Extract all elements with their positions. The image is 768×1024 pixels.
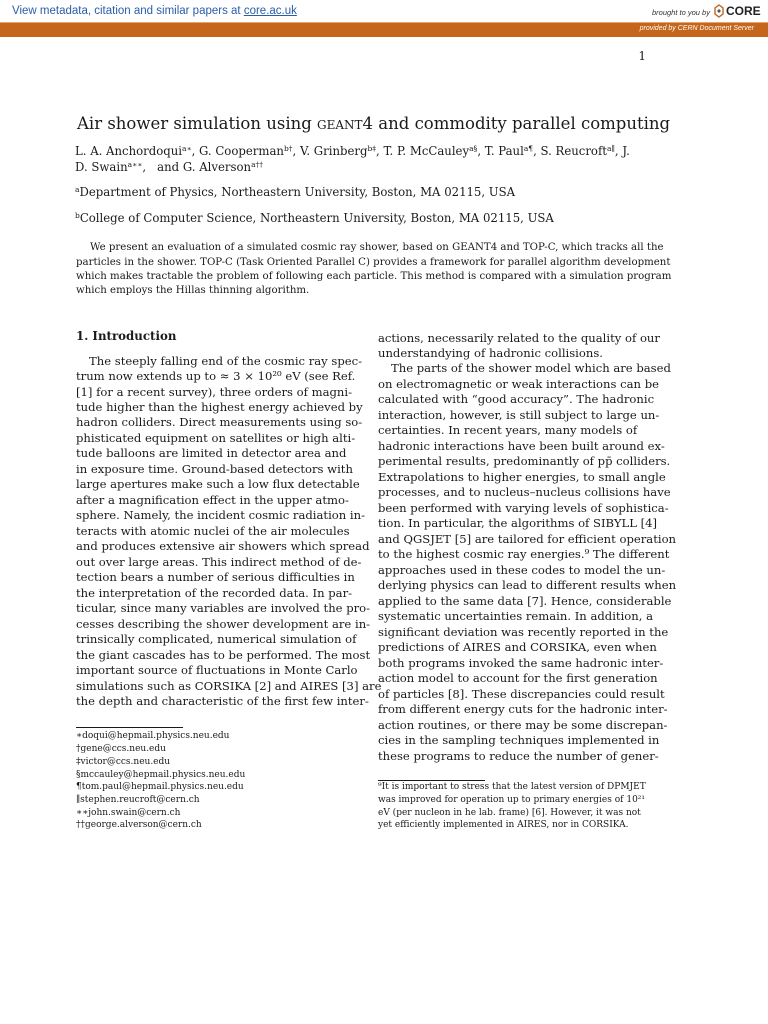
core-banner bbox=[0, 0, 768, 37]
body-line: the giant cascades has to be performed. The most bbox=[76, 648, 371, 662]
author-mark: a∗∗ bbox=[127, 160, 143, 169]
footnote-email: ¶tom.paul@hepmail.physics.neu.edu bbox=[76, 782, 244, 792]
body-line: tude balloons are limited in detector area and bbox=[76, 446, 347, 460]
brought-to-you-by-text: brought to you by bbox=[652, 8, 710, 17]
footnote-line: was improved for operation up to primary energies of 10²¹ bbox=[378, 795, 646, 805]
body-line: significant deviation was recently reported in the bbox=[378, 625, 669, 639]
body-line: cies in the sampling techniques implemented in bbox=[378, 733, 660, 747]
author-sep: , J. bbox=[614, 144, 630, 158]
body-line: hadron colliders. Direct measurements using so- bbox=[76, 415, 363, 429]
paper-title bbox=[77, 114, 670, 133]
body-line: the interpretation of the recorded data. In par- bbox=[76, 586, 353, 600]
author-sep: , and bbox=[142, 160, 183, 174]
author-list-line-2 bbox=[75, 160, 263, 174]
author-sep: , bbox=[533, 144, 541, 158]
body-line: interaction, however, is still subject to large un- bbox=[378, 408, 660, 422]
body-line: processes, and to nucleus–nucleus collisions have bbox=[378, 485, 671, 499]
body-line: the depth and characteristic of the first few inter- bbox=[76, 694, 369, 708]
abstract-line: which employs the Hillas thinning algorithm. bbox=[76, 285, 310, 296]
author-name: S. Reucroft bbox=[540, 144, 607, 158]
core-metadata-link[interactable] bbox=[12, 5, 297, 17]
footnote-line: yet efficiently implemented in AIRES, nor in CORSIKA. bbox=[378, 820, 629, 830]
author-sep: , bbox=[292, 144, 300, 158]
author-sep: , bbox=[376, 144, 384, 158]
affiliation-text: College of Computer Science, Northeastern University, Boston, MA 02115, USA bbox=[79, 211, 554, 225]
footnote-email: †gene@ccs.neu.edu bbox=[76, 744, 166, 754]
author-name: D. Swain bbox=[75, 160, 128, 174]
body-line: and QGSJET [5] are tailored for efficient operation bbox=[378, 532, 677, 546]
author-mark: a∥ bbox=[606, 144, 615, 153]
core-logo-word[interactable]: CORE bbox=[726, 4, 761, 18]
author-name: L. A. Anchordoqui bbox=[75, 144, 182, 158]
body-line: important source of fluctuations in Monte Carlo bbox=[76, 663, 358, 677]
footnote-rule bbox=[378, 780, 485, 781]
author-mark: b‡ bbox=[367, 144, 376, 153]
affiliation-b bbox=[75, 211, 554, 225]
affiliation-a bbox=[75, 185, 515, 199]
body-line: applied to the same data [7]. Hence, considerable bbox=[378, 594, 672, 608]
body-line: systematic uncertainties remain. In addition, a bbox=[378, 609, 654, 623]
body-line: phisticated equipment on satellites or high alti- bbox=[76, 431, 356, 445]
abstract-line: particles in the shower. TOP-C (Task Oriented Parallel C) provides a framework for parallel algorithm development bbox=[76, 257, 671, 268]
footnote-line: eV (per nucleon in he lab. frame) [6]. However, it was not bbox=[378, 808, 641, 818]
author-list-line-1 bbox=[75, 144, 630, 158]
body-line: action routines, or there may be some discrepan- bbox=[378, 718, 668, 732]
body-line: tection bears a number of serious difficulties in bbox=[76, 570, 355, 584]
footnote-email: ∥stephen.reucroft@cern.ch bbox=[76, 795, 200, 805]
body-line: out over large areas. This indirect method of de- bbox=[76, 555, 362, 569]
affiliation-mark: b bbox=[75, 211, 80, 220]
body-line: actions, necessarily related to the quality of our bbox=[378, 331, 660, 345]
body-line: cesses describing the shower development are in- bbox=[76, 617, 371, 631]
body-line: [1] for a recent survey), three orders of magni- bbox=[76, 385, 353, 399]
footnote-email: ∗∗john.swain@cern.ch bbox=[76, 808, 181, 818]
body-line: these programs to reduce the number of gener- bbox=[378, 749, 659, 763]
author-sep: , bbox=[477, 144, 485, 158]
footnote-email: ∗doqui@hepmail.physics.neu.edu bbox=[76, 731, 230, 741]
body-line: understandying of hadronic collisions. bbox=[378, 346, 603, 360]
core-logo-icon[interactable] bbox=[712, 4, 726, 19]
body-line: The steeply falling end of the cosmic ray spec- bbox=[89, 354, 363, 368]
body-line: tion. In particular, the algorithms of SIBYLL [4] bbox=[378, 516, 658, 530]
footnote-email: §mccauley@hepmail.physics.neu.edu bbox=[76, 770, 246, 780]
author-name: V. Grinberg bbox=[299, 144, 368, 158]
body-line: trinsically complicated, numerical simulation of bbox=[76, 632, 357, 646]
affiliation-text: Department of Physics, Northeastern University, Boston, MA 02115, USA bbox=[79, 185, 516, 199]
section-heading: 1. Introduction bbox=[76, 329, 177, 343]
author-mark: a†† bbox=[251, 160, 264, 169]
body-line: Extrapolations to higher energies, to small angle bbox=[378, 470, 666, 484]
core-link-url[interactable]: core.ac.uk bbox=[243, 5, 297, 17]
body-line: both programs invoked the same hadronic inter- bbox=[378, 656, 664, 670]
body-line: trum now extends up to ≈ 3 × 10²⁰ eV (see Ref. bbox=[76, 369, 356, 383]
body-line: to the highest cosmic ray energies.⁹ The different bbox=[378, 547, 670, 561]
author-name: G. Alverson bbox=[182, 160, 252, 174]
body-line: large apertures make such a low flux detectable bbox=[76, 477, 360, 491]
body-line: of particles [8]. These discrepancies could result bbox=[378, 687, 665, 701]
body-line: and produces extensive air showers which spread bbox=[76, 539, 370, 553]
footnote-rule bbox=[76, 727, 183, 728]
author-mark: b† bbox=[283, 144, 293, 153]
body-line: certainties. In recent years, many models of bbox=[378, 423, 638, 437]
body-line: in exposure time. Ground-based detectors with bbox=[76, 462, 353, 476]
footnote-email: ‡victor@ccs.neu.edu bbox=[76, 757, 171, 767]
body-line: calculated with “good accuracy”. The hadronic bbox=[378, 392, 655, 406]
author-name: T. P. McCauley bbox=[383, 144, 470, 158]
author-sep: , bbox=[191, 144, 200, 158]
title-prefix: Air shower simulation using bbox=[77, 114, 318, 133]
body-line: hadronic interactions have been built around ex- bbox=[378, 439, 665, 453]
body-line: approaches used in these codes to model the un- bbox=[378, 563, 666, 577]
body-line: predictions of AIRES and CORSIKA, even when bbox=[378, 640, 657, 654]
body-line: tude higher than the highest energy achieved by bbox=[76, 400, 363, 414]
body-line: The parts of the shower model which are based bbox=[391, 361, 671, 375]
body-line: action model to account for the first generation bbox=[378, 671, 658, 685]
affiliation-mark: a bbox=[75, 185, 80, 194]
author-name: T. Paul bbox=[484, 144, 524, 158]
body-line: on electromagnetic or weak interactions can be bbox=[378, 377, 659, 391]
body-line: after a magnification effect in the upper atmo- bbox=[76, 493, 349, 507]
title-suffix: and commodity parallel computing bbox=[373, 114, 671, 133]
body-line: teracts with atomic nuclei of the air molecules bbox=[76, 524, 350, 538]
body-line: sphere. Namely, the incident cosmic radiation in- bbox=[76, 508, 366, 522]
abstract-line: We present an evaluation of a simulated cosmic ray shower, based on GEANT4 and TOP-C, which tracks all the bbox=[90, 242, 664, 253]
title-code: geant4 bbox=[317, 114, 374, 133]
footnote-email: ††george.alverson@cern.ch bbox=[76, 820, 202, 830]
author-mark: a§ bbox=[469, 144, 478, 153]
author-name: G. Cooperman bbox=[199, 144, 284, 158]
provided-by-text: provided by CERN Document Server bbox=[639, 25, 754, 32]
body-line: perimental results, predominantly of pp̄ colliders. bbox=[378, 454, 671, 468]
author-mark: a∗ bbox=[182, 144, 192, 153]
body-line: from different energy cuts for the hadronic inter- bbox=[378, 702, 668, 716]
abstract-line: which makes tractable the problem of following each particle. This method is compared with a simulation program bbox=[76, 271, 672, 282]
footnote-line: ⁹It is important to stress that the latest version of DPMJET bbox=[378, 782, 646, 792]
author-mark: a¶ bbox=[523, 144, 534, 153]
body-line: ticular, since many variables are involved the pro- bbox=[76, 601, 371, 615]
body-line: simulations such as CORSIKA [2] and AIRES [3] are bbox=[76, 679, 382, 693]
body-line: derlying physics can lead to different results when bbox=[378, 578, 677, 592]
core-link-prefix: View metadata, citation and similar papers at bbox=[12, 5, 244, 17]
page-number: 1 bbox=[638, 49, 646, 63]
body-line: been performed with varying levels of sophistica- bbox=[378, 501, 669, 515]
